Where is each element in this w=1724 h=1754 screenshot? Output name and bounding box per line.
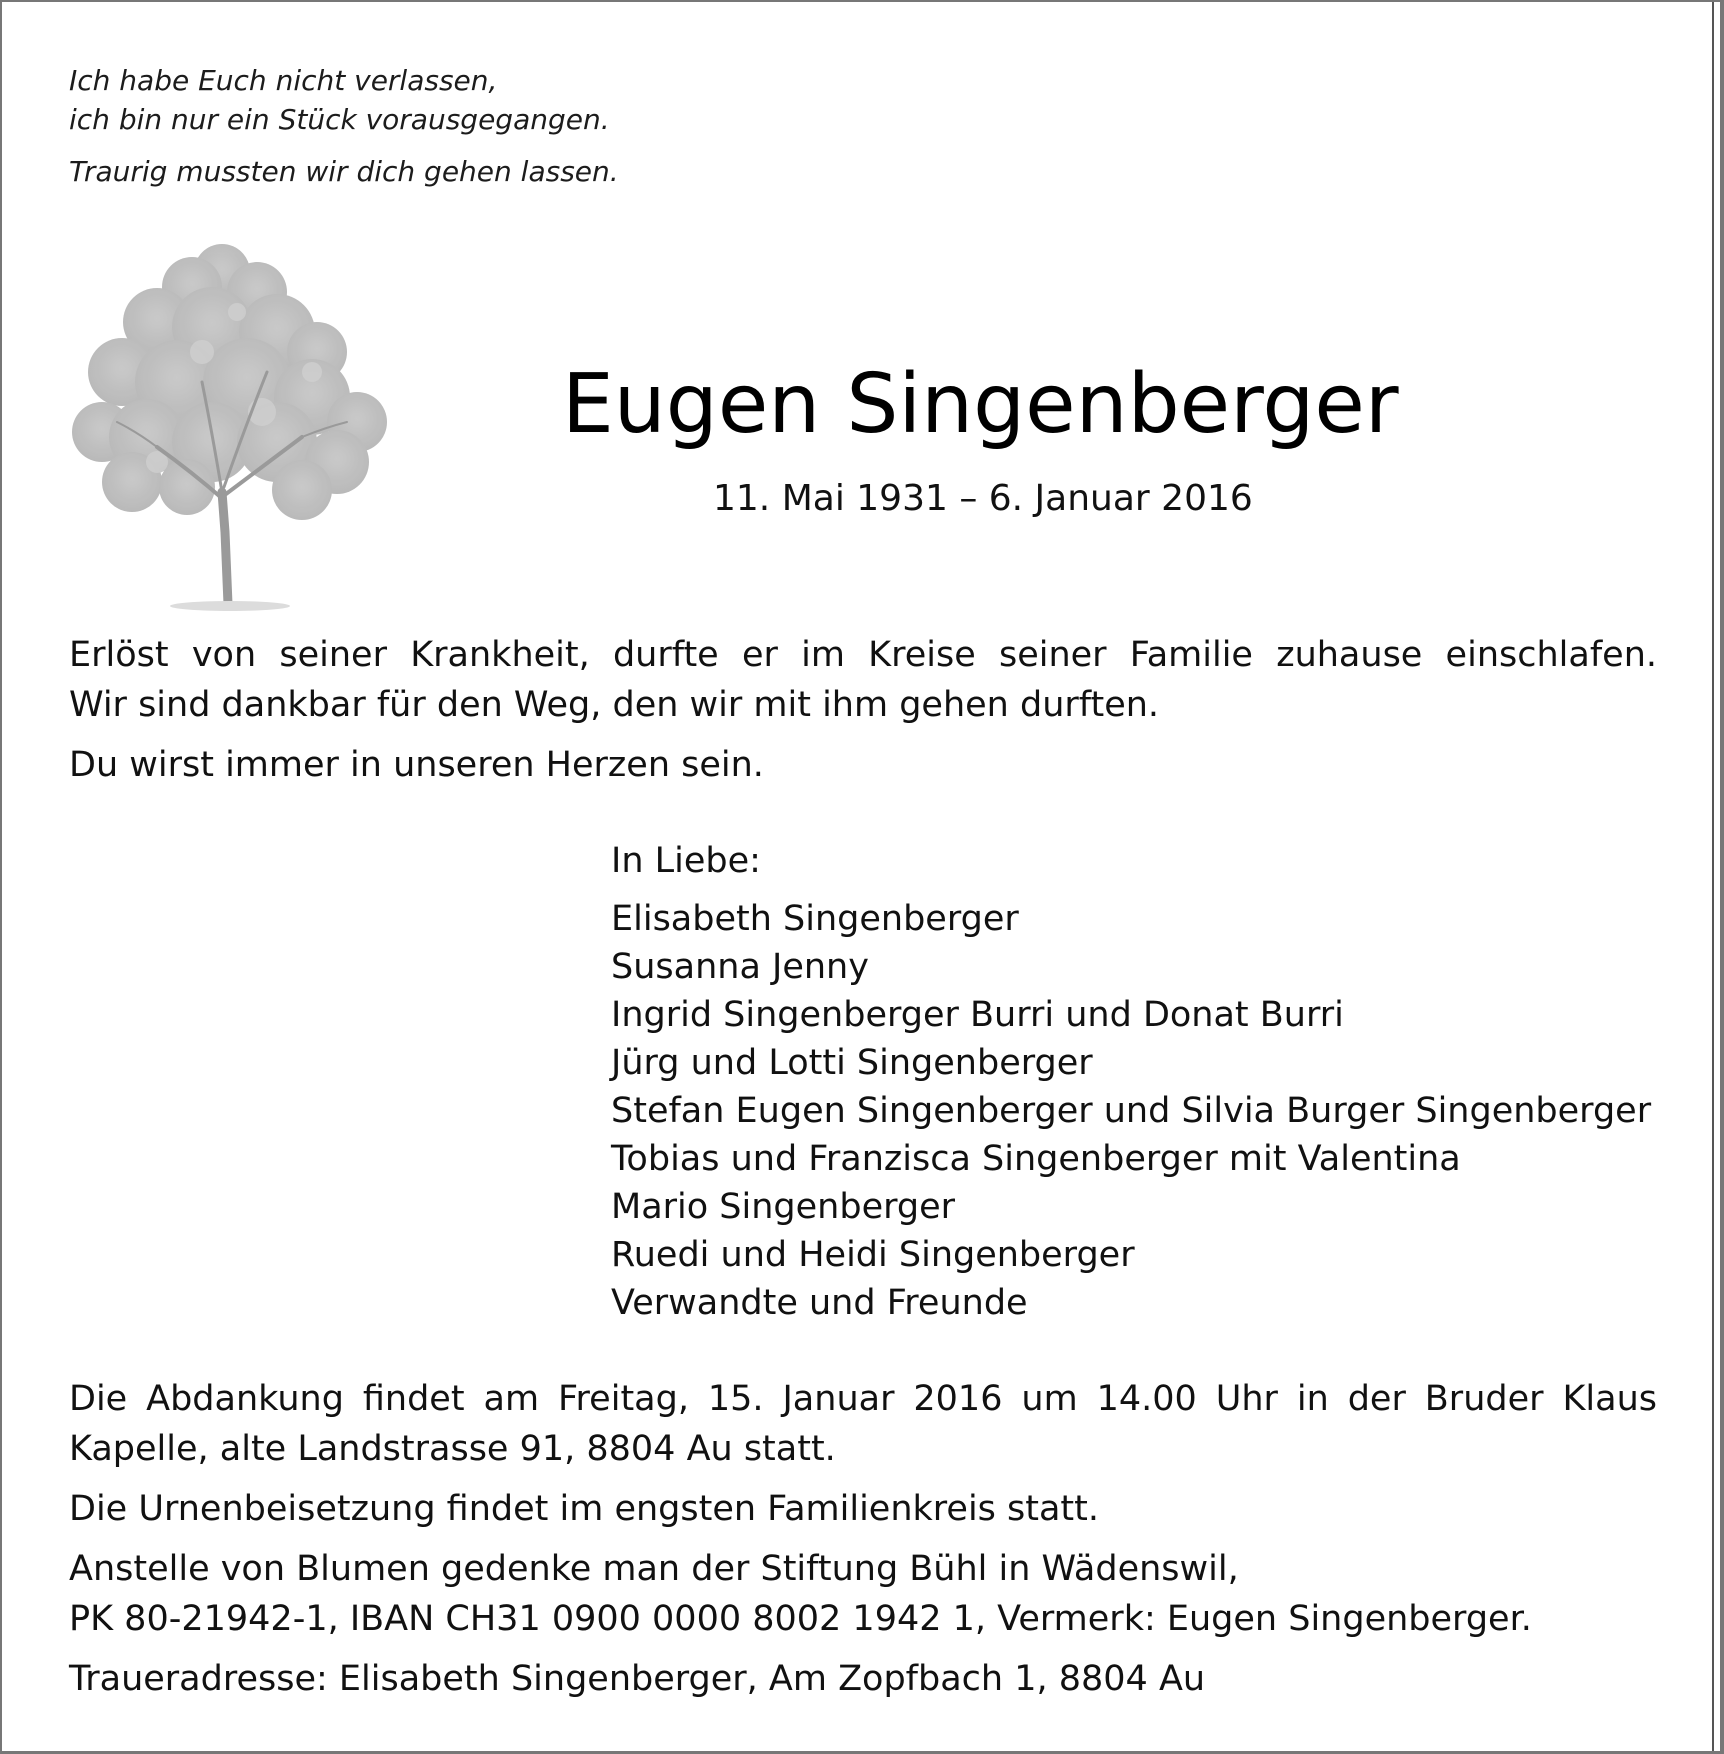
family-member: Stefan Eugen Singenberger und Silvia Burger Singenberger — [611, 1091, 1652, 1131]
intro-line: Erlöst von seiner Krankheit, durfte er im Kreise seiner Familie zuhause einschlafen. — [69, 635, 1657, 675]
intro-text — [69, 630, 1657, 790]
family-member: Ingrid Singenberger Burri und Donat Burri — [611, 995, 1344, 1035]
service-info-line: Die Abdankung findet am Freitag, 15. Januar 2016 um 14.00 Uhr in der Bruder Klaus — [69, 1379, 1657, 1419]
intro-line: Du wirst immer in unseren Herzen sein. — [69, 745, 764, 785]
closing-text — [69, 1374, 1657, 1704]
deceased-name: Eugen Singenberger — [562, 357, 1399, 452]
family-list — [611, 837, 1651, 1327]
family-member: Ruedi und Heidi Singenberger — [611, 1235, 1135, 1275]
intro-line: Wir sind dankbar für den Weg, den wir mit ihm gehen durften. — [69, 685, 1160, 725]
mourning-address: Traueradresse: Elisabeth Singenberger, Am Zopfbach 1, 8804 Au — [69, 1659, 1206, 1699]
donation-info-line: Anstelle von Blumen gedenke man der Stiftung Bühl in Wädenswil, — [69, 1549, 1239, 1589]
family-member: Verwandte und Freunde — [611, 1283, 1028, 1323]
family-member: Elisabeth Singenberger — [611, 899, 1019, 939]
motto-line: ich bin nur ein Stück vorausgegangen. — [69, 103, 610, 136]
family-member: Mario Singenberger — [611, 1187, 956, 1227]
family-heading: In Liebe: — [611, 841, 761, 881]
service-info-line: Kapelle, alte Landstrasse 91, 8804 Au statt. — [69, 1429, 836, 1469]
family-member: Jürg und Lotti Singenberger — [611, 1043, 1093, 1083]
family-member: Tobias und Franzisca Singenberger mit Valentina — [611, 1139, 1461, 1179]
life-dates: 11. Mai 1931 – 6. Januar 2016 — [713, 478, 1253, 519]
donation-info-line: PK 80-21942-1, IBAN CH31 0900 0000 8002 1942 1, Vermerk: Eugen Singenberger. — [69, 1599, 1532, 1639]
motto-line: Ich habe Euch nicht verlassen, — [69, 64, 498, 97]
burial-info: Die Urnenbeisetzung findet im engsten Familienkreis statt. — [69, 1489, 1100, 1529]
motto-line: Traurig mussten wir dich gehen lassen. — [69, 155, 619, 188]
motto-quote — [69, 61, 619, 191]
family-member: Susanna Jenny — [611, 947, 869, 987]
tree-illustration — [62, 232, 402, 614]
